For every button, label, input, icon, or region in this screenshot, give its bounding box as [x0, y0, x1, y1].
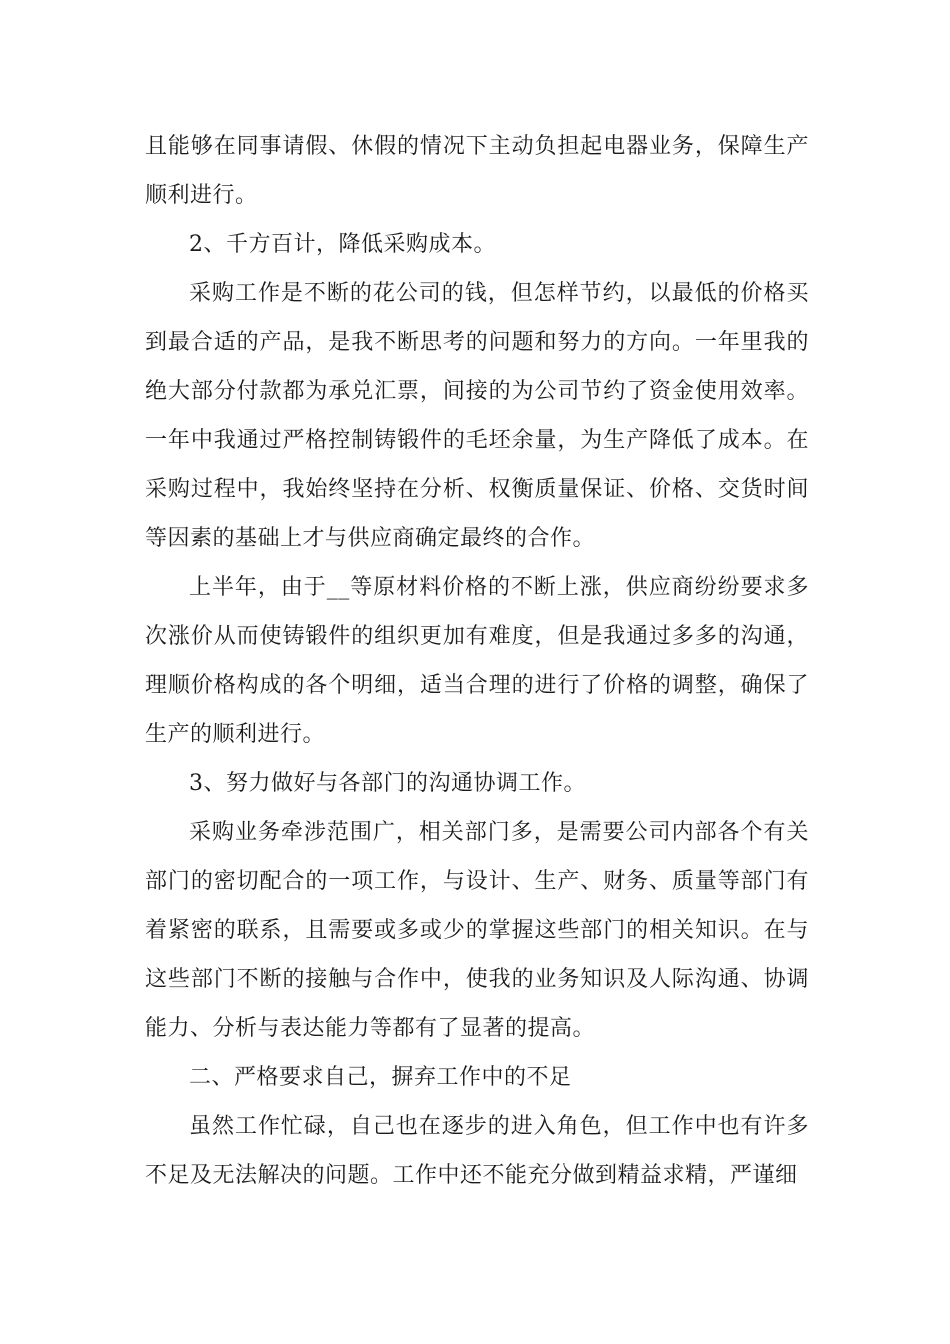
section-heading-communication: 3、努力做好与各部门的沟通协调工作。 [189, 771, 586, 796]
section-heading-shortcomings: 二、严格要求自己，摒弃工作中的不足 [189, 1065, 572, 1090]
paragraph-shortcomings: 虽然工作忙碌，自己也在逐步的进入角色，但工作中也有许多不足及无法解决的问题。工作中还不能充分做到精益求精，严谨细 [145, 1114, 809, 1188]
document-body [145, 122, 809, 1200]
paragraph-price-adjustment: 上半年，由于__等原材料价格的不断上涨，供应商纷纷要求多次涨价从而使铸锻件的组织更加有难度，但是我通过多多的沟通，理顺价格构成的各个明细，适当合理的进行了价格的调整，确保了生产的顺利进行。 [145, 575, 809, 747]
paragraph-continuation: 且能够在同事请假、休假的情况下主动负担起电器业务，保障生产顺利进行。 [145, 134, 809, 208]
section-heading-cost: 2、千方百计，降低采购成本。 [189, 232, 496, 257]
paragraph-cost-saving: 采购工作是不断的花公司的钱，但怎样节约，以最低的价格买到最合适的产品，是我不断思考的问题和努力的方向。一年里我的绝大部分付款都为承兑汇票，间接的为公司节约了资金使用效率。一年中我通过严格控制铸锻件的毛坯余量，为生产降低了成本。在采购过程中，我始终坚持在分析、权衡质量保证、价格、交货时间等因素的基础上才与供应商确定最终的合作。 [145, 281, 809, 551]
paragraph-communication: 采购业务牵涉范围广，相关部门多，是需要公司内部各个有关部门的密切配合的一项工作，与设计、生产、财务、质量等部门有着紧密的联系，且需要或多或少的掌握这些部门的相关知识。在与这些部门不断的接触与合作中，使我的业务知识及人际沟通、协调能力、分析与表达能力等都有了显著的提高。 [145, 820, 809, 1041]
